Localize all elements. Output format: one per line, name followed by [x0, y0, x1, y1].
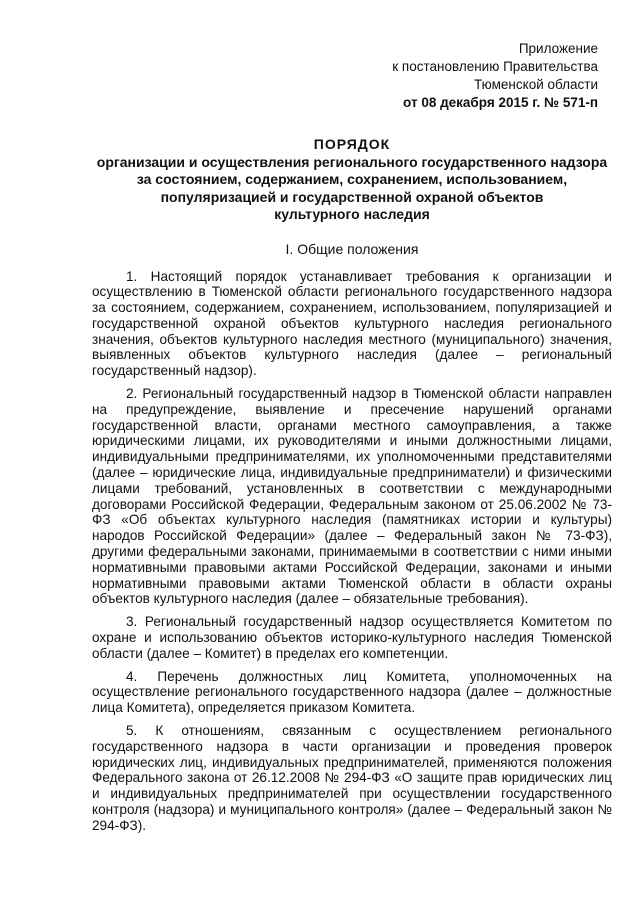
appendix-region: Тюменской области [474, 77, 598, 92]
title-line-4: культурного наследия [274, 206, 430, 222]
appendix-resolution: к постановлению Правительства [392, 59, 598, 74]
title-line-1: организации и осуществления регионального государственного надзора [96, 153, 608, 170]
paragraph-2: 2. Региональный государственный надзор в Тюменской области направлен на предупреждение, выявление и пресечение нарушений органами государственной власти, органами местного самоуправления, а также юридическими лицами, их руководителями и иными должностными лицами, индивидуальными предпринимателями, их уполномоченными представителями (далее – юридические лица, индивидуальные предприниматели) и физическими лицами требований, установленных в соответствии с международными договорами Российской Федерации, Федеральным законом от 25.06.2002 № 73-ФЗ «Об объектах культурного наследия (памятниках истории и культуры) народов Российской Федерации» (далее – Федеральный закон № 73-ФЗ), другими федеральными законами, принимаемыми в соответствии с ними иными нормативными правовыми актами Российской Федерации, законами и иными нормативными правовыми актами Тюменской области в области охраны объектов культурного наследия (далее – обязательные требования). [92, 386, 612, 607]
paragraph-4: 4. Перечень должностных лиц Комитета, уполномоченных на осуществление регионального государственного надзора (далее – должностные лица Комитета), определяется приказом Комитета. [92, 668, 612, 716]
appendix-label: Приложение [518, 41, 598, 56]
title-main: ПОРЯДОК [313, 136, 391, 152]
section-heading: I. Общие положения [285, 240, 419, 257]
appendix-date: от 08 декабря 2015 г. № 571-п [403, 95, 598, 110]
paragraph-5: 5. К отношениям, связанным с осуществлением регионального государственного надзора в части организации и проведения проверок юридических лиц, индивидуальных предпринимателей, применяются положения Федерального закона от 26.12.2008 № 294-ФЗ «О защите прав юридических лиц и индивидуальных предпринимателей при осуществлении государственного контроля (надзора) и муниципального контроля» (далее – Федеральный закон № 294-ФЗ). [92, 723, 612, 833]
title-line-3: популяризацией и государственной охраной объектов [160, 188, 544, 205]
paragraph-3: 3. Региональный государственный надзор осуществляется Комитетом по охране и использованию объектов историко-культурного наследия Тюменской области (далее – Комитет) в пределах его компетенции. [92, 614, 612, 661]
document-title [92, 136, 612, 224]
title-line-2: за состоянием, содержанием, сохранением, использованием, [136, 171, 568, 187]
paragraph-1: 1. Настоящий порядок устанавливает требования к организации и осуществлению в Тюменской области регионального государственного надзора за состоянием, содержанием, сохранением, использованием, популяризацией и государственной охраной объектов культурного наследия регионального значения, объектов культурного наследия местного (муниципального) значения, выявленных объектов культурного наследия (далее – региональный государственный надзор). [92, 268, 612, 379]
appendix-header [338, 40, 598, 112]
